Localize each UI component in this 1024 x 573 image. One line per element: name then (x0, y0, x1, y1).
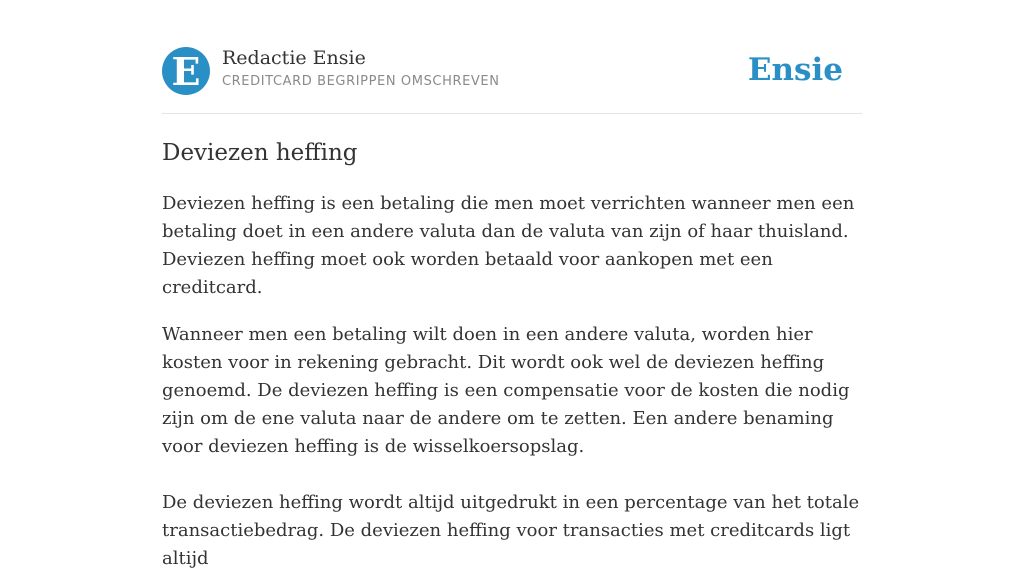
article-title: Deviezen heffing (162, 140, 358, 166)
author-name[interactable]: Redactie Ensie (222, 47, 366, 69)
logo-letter: E (171, 49, 201, 94)
paragraph: Deviezen heffing is een betaling die men moet verrichten wanneer men een betaling doet in een andere valuta dan de valuta van zijn of haar thuisland. Deviezen heffing moet ook worden betaald voor aankopen met een creditcard. (162, 193, 855, 298)
article-header (162, 46, 862, 96)
article-body (162, 190, 862, 573)
paragraph: Wanneer men een betaling wilt doen in een andere valuta, worden hier kosten voor in rekening gebracht. Dit wordt ook wel de deviezen heffing genoemd. De deviezen heffing is een compensatie voor de kosten die nodig zijn om de ene valuta naar de andere om te zetten. Een andere benaming voor deviezen heffing is de wisselkoersopslag. (162, 324, 850, 457)
brand-logo[interactable]: Ensie (747, 52, 843, 88)
ensie-logo-icon[interactable] (162, 47, 210, 95)
header-divider (162, 113, 862, 114)
paragraph: De deviezen heffing wordt altijd uitgedrukt in een percentage van het totale transactiebedrag. De deviezen heffing voor transacties met creditcards ligt altijd (162, 492, 860, 569)
category-label[interactable]: CREDITCARD BEGRIPPEN OMSCHREVEN (222, 74, 500, 89)
